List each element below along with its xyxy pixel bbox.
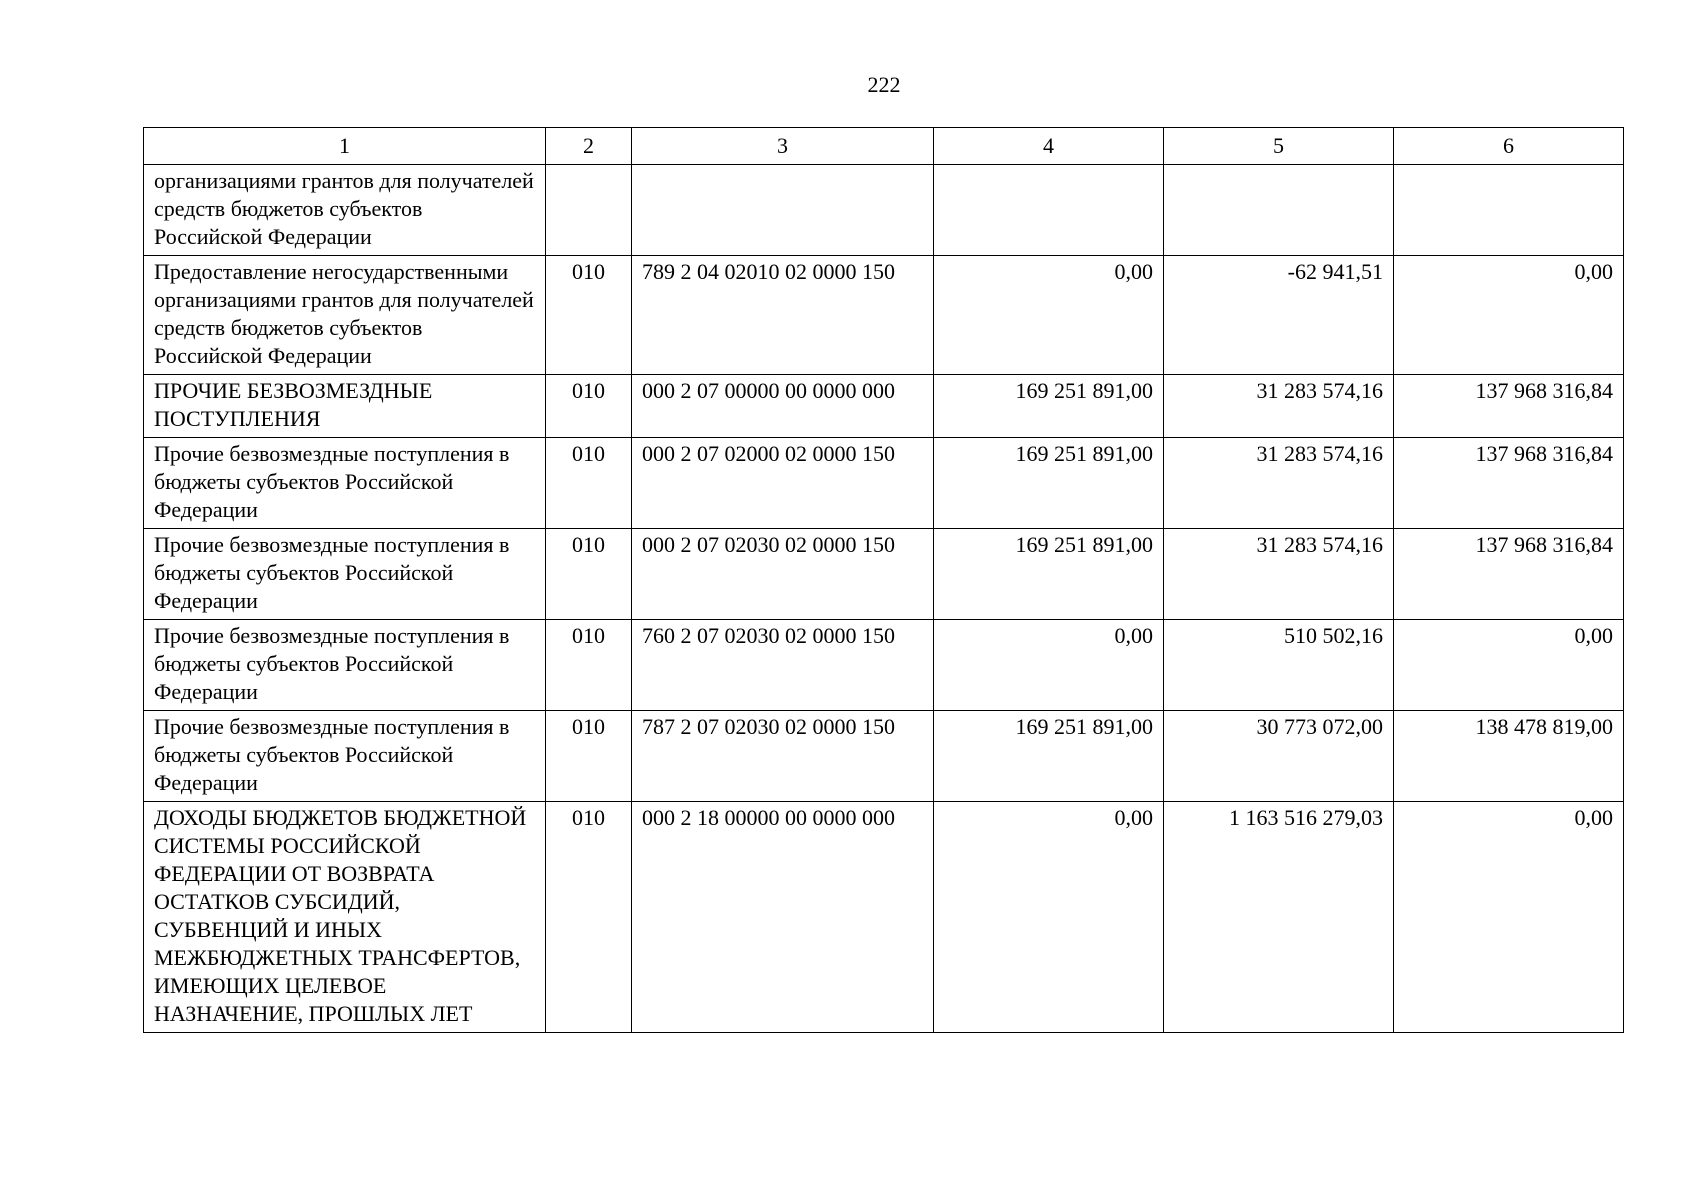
table-row	[144, 256, 1624, 375]
row-value-6-cell: 0,00	[1394, 256, 1624, 375]
row-admin-code-cell: 010	[546, 256, 632, 375]
row-value-6-cell: 137 968 316,84	[1394, 375, 1624, 438]
row-name-cell: ДОХОДЫ БЮДЖЕТОВ БЮДЖЕТНОЙ СИСТЕМЫ РОССИЙСКОЙ ФЕДЕРАЦИИ ОТ ВОЗВРАТА ОСТАТКОВ СУБСИДИЙ, СУБВЕНЦИЙ И ИНЫХ МЕЖБЮДЖЕТНЫХ ТРАНСФЕРТОВ, ИМЕЮЩИХ ЦЕЛЕВОЕ НАЗНАЧЕНИЕ, ПРОШЛЫХ ЛЕТ	[144, 802, 546, 1033]
table-header-row	[144, 128, 1624, 165]
row-value-5-cell: -62 941,51	[1164, 256, 1394, 375]
table-row	[144, 620, 1624, 711]
row-classification-code-cell: 000 2 07 02030 02 0000 150	[632, 529, 934, 620]
table-row	[144, 802, 1624, 1033]
row-admin-code-cell: 010	[546, 438, 632, 529]
row-value-6-cell: 138 478 819,00	[1394, 711, 1624, 802]
row-value-4-cell: 0,00	[934, 256, 1164, 375]
row-name-cell: Прочие безвозмездные поступления в бюджеты субъектов Российской Федерации	[144, 711, 546, 802]
row-admin-code-cell: 010	[546, 711, 632, 802]
column-header-6: 6	[1394, 128, 1624, 165]
table-row	[144, 165, 1624, 256]
column-header-4: 4	[934, 128, 1164, 165]
row-value-6-cell: 0,00	[1394, 620, 1624, 711]
page-number: 222	[867, 72, 901, 97]
row-name-cell: ПРОЧИЕ БЕЗВОЗМЕЗДНЫЕ ПОСТУПЛЕНИЯ	[144, 375, 546, 438]
column-header-5: 5	[1164, 128, 1394, 165]
row-name-cell: Прочие безвозмездные поступления в бюджеты субъектов Российской Федерации	[144, 620, 546, 711]
row-value-4-cell: 0,00	[934, 802, 1164, 1033]
budget-revenue-table	[143, 127, 1624, 1033]
row-value-4-cell: 169 251 891,00	[934, 438, 1164, 529]
row-value-5-cell: 31 283 574,16	[1164, 375, 1394, 438]
row-value-4-cell: 0,00	[934, 620, 1164, 711]
row-name-cell: Прочие безвозмездные поступления в бюджеты субъектов Российской Федерации	[144, 438, 546, 529]
row-classification-code-cell: 000 2 07 00000 00 0000 000	[632, 375, 934, 438]
row-value-6-cell: 0,00	[1394, 802, 1624, 1033]
column-header-1: 1	[144, 128, 546, 165]
row-value-6-cell: 137 968 316,84	[1394, 529, 1624, 620]
row-admin-code-cell: 010	[546, 802, 632, 1033]
row-classification-code-cell	[632, 165, 934, 256]
table-row	[144, 375, 1624, 438]
table-row	[144, 711, 1624, 802]
row-value-6-cell: 137 968 316,84	[1394, 438, 1624, 529]
row-name-cell: Предоставление негосударственными организациями грантов для получателей средств бюджетов субъектов Российской Федерации	[144, 256, 546, 375]
row-classification-code-cell: 760 2 07 02030 02 0000 150	[632, 620, 934, 711]
row-value-5-cell: 31 283 574,16	[1164, 438, 1394, 529]
column-header-3: 3	[632, 128, 934, 165]
row-admin-code-cell: 010	[546, 375, 632, 438]
row-name-cell: организациями грантов для получателей средств бюджетов субъектов Российской Федерации	[144, 165, 546, 256]
row-value-5-cell: 30 773 072,00	[1164, 711, 1394, 802]
row-value-5-cell	[1164, 165, 1394, 256]
row-value-6-cell	[1394, 165, 1624, 256]
row-value-4-cell: 169 251 891,00	[934, 711, 1164, 802]
row-classification-code-cell: 000 2 18 00000 00 0000 000	[632, 802, 934, 1033]
table-row	[144, 438, 1624, 529]
row-admin-code-cell	[546, 165, 632, 256]
row-value-4-cell: 169 251 891,00	[934, 375, 1164, 438]
column-header-2: 2	[546, 128, 632, 165]
table-row	[144, 529, 1624, 620]
row-classification-code-cell: 789 2 04 02010 02 0000 150	[632, 256, 934, 375]
row-admin-code-cell: 010	[546, 620, 632, 711]
row-classification-code-cell: 787 2 07 02030 02 0000 150	[632, 711, 934, 802]
row-admin-code-cell: 010	[546, 529, 632, 620]
row-value-5-cell: 510 502,16	[1164, 620, 1394, 711]
row-value-4-cell: 169 251 891,00	[934, 529, 1164, 620]
row-value-4-cell	[934, 165, 1164, 256]
row-value-5-cell: 31 283 574,16	[1164, 529, 1394, 620]
row-name-cell: Прочие безвозмездные поступления в бюджеты субъектов Российской Федерации	[144, 529, 546, 620]
row-value-5-cell: 1 163 516 279,03	[1164, 802, 1394, 1033]
row-classification-code-cell: 000 2 07 02000 02 0000 150	[632, 438, 934, 529]
